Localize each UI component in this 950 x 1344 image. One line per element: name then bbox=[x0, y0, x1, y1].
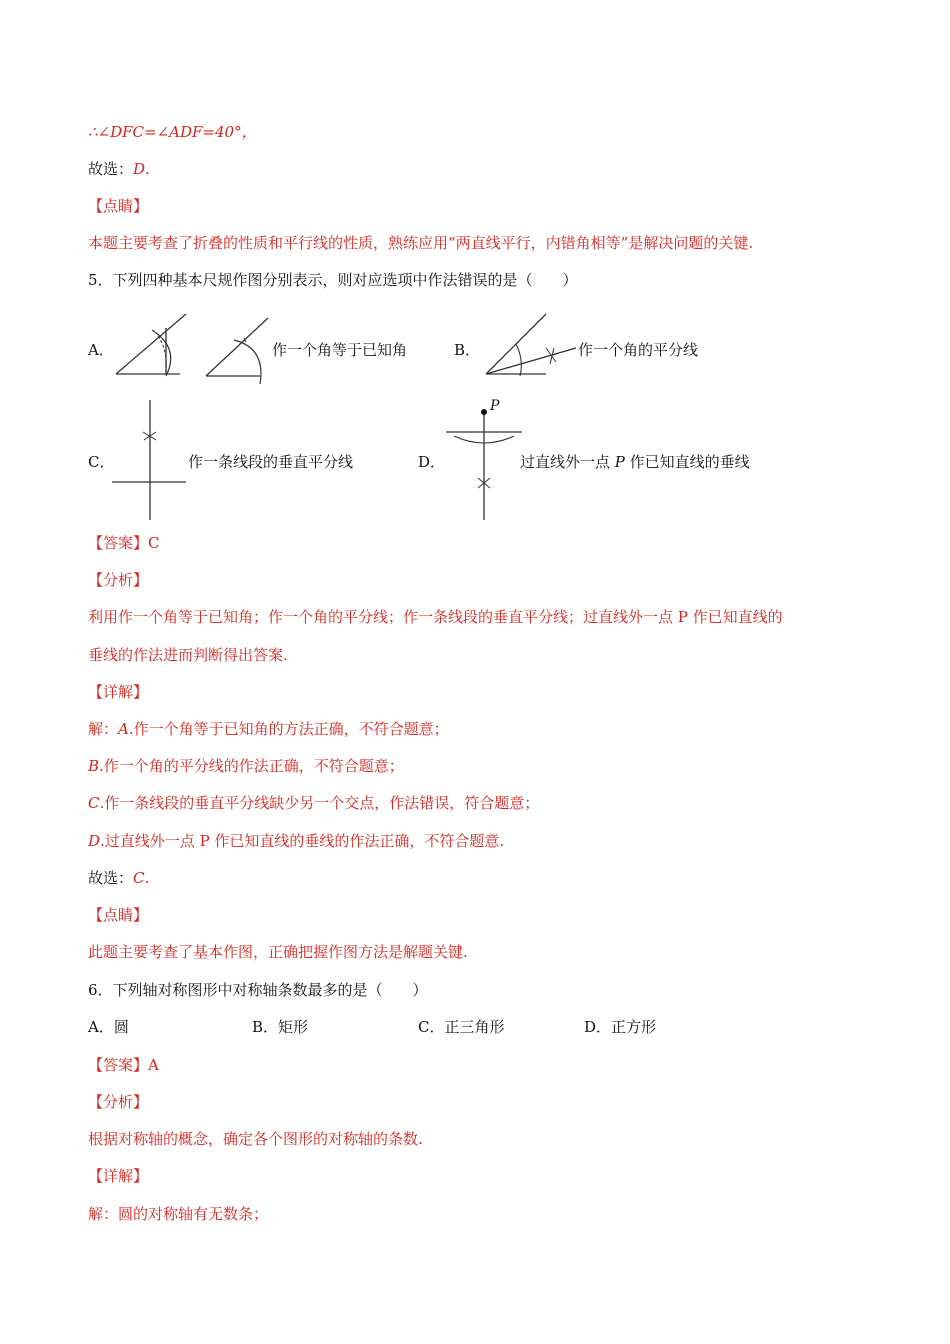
detail-5-line-3: C.作一条线段的垂直平分线缺少另一个交点，作法错误，符合题意； bbox=[88, 794, 540, 812]
detail-5-line-4: D.过直线外一点 P 作已知直线的垂线的作法正确，不符合题意. bbox=[88, 832, 505, 850]
section-tag-dianjing-5: 【点睛】 bbox=[88, 906, 149, 924]
proof-step-line: ∴∠DFC=∠ADF=40°， bbox=[88, 123, 257, 141]
analysis-5-line-1: 利用作一个角等于已知角；作一个角的平分线；作一条线段的垂直平分线；过直线外一点 P 作已知直线的 bbox=[88, 608, 783, 626]
q6-option-c: C．正三角形 bbox=[418, 1018, 505, 1036]
detail-6-line-1: 解：圆的对称轴有无数条； bbox=[88, 1205, 269, 1223]
figure-c bbox=[110, 398, 190, 522]
option-b-text: 作一个角的平分线 bbox=[578, 341, 699, 359]
analysis-5-line-2: 垂线的作法进而判断得出答案. bbox=[88, 646, 288, 664]
section-tag-dianjing: 【点睛】 bbox=[88, 197, 149, 215]
answer-5: 【答案】C bbox=[88, 534, 160, 552]
option-a-text: 作一个角等于已知角 bbox=[272, 341, 408, 359]
q6-option-a: A．圆 bbox=[88, 1018, 129, 1036]
section-tag-xiangjie-6: 【详解】 bbox=[88, 1167, 149, 1185]
detail-5-line-2: B.作一个角的平分线的作法正确，不符合题意； bbox=[88, 757, 404, 775]
figure-d bbox=[444, 396, 524, 522]
q6-option-b: B．矩形 bbox=[252, 1018, 309, 1036]
figure-a2 bbox=[200, 312, 275, 390]
figure-b bbox=[480, 310, 580, 380]
detail-5-line-1: 解：A.作一个角等于已知角的方法正确，不符合题意； bbox=[88, 720, 449, 738]
selection-5: 故选：C. bbox=[88, 869, 150, 887]
answer-choice-line: 故选：D. bbox=[88, 160, 150, 178]
question-6: 6．下列轴对称图形中对称轴条数最多的是（ ） bbox=[88, 981, 428, 999]
option-d-label: D． bbox=[418, 453, 446, 471]
option-b-label: B． bbox=[454, 341, 481, 359]
section-tag-fenxi-5: 【分析】 bbox=[88, 571, 149, 589]
option-c-text: 作一条线段的垂直平分线 bbox=[188, 453, 354, 471]
option-c-label: C． bbox=[88, 453, 115, 471]
section-tag-fenxi-6: 【分析】 bbox=[88, 1093, 149, 1111]
question-5: 5．下列四种基本尺规作图分别表示，则对应选项中作法错误的是（ ） bbox=[88, 271, 578, 289]
option-d-text: 过直线外一点 P 作已知直线的垂线 bbox=[520, 453, 750, 471]
point-p-label: P bbox=[490, 398, 500, 414]
answer-6: 【答案】A bbox=[88, 1056, 159, 1074]
q6-option-d: D．正方形 bbox=[584, 1018, 657, 1036]
dianjing-5-text: 此题主要考查了基本作图，正确把握作图方法是解题关键. bbox=[88, 943, 468, 961]
analysis-6-line-1: 根据对称轴的概念，确定各个图形的对称轴的条数. bbox=[88, 1130, 423, 1148]
figure-a1 bbox=[110, 310, 190, 380]
dianjing-text: 本题主要考查了折叠的性质和平行线的性质，熟练应用“两直线平行，内错角相等”是解决问题的关键. bbox=[88, 234, 754, 252]
section-tag-xiangjie-5: 【详解】 bbox=[88, 683, 149, 701]
option-a-label: A． bbox=[88, 341, 114, 359]
